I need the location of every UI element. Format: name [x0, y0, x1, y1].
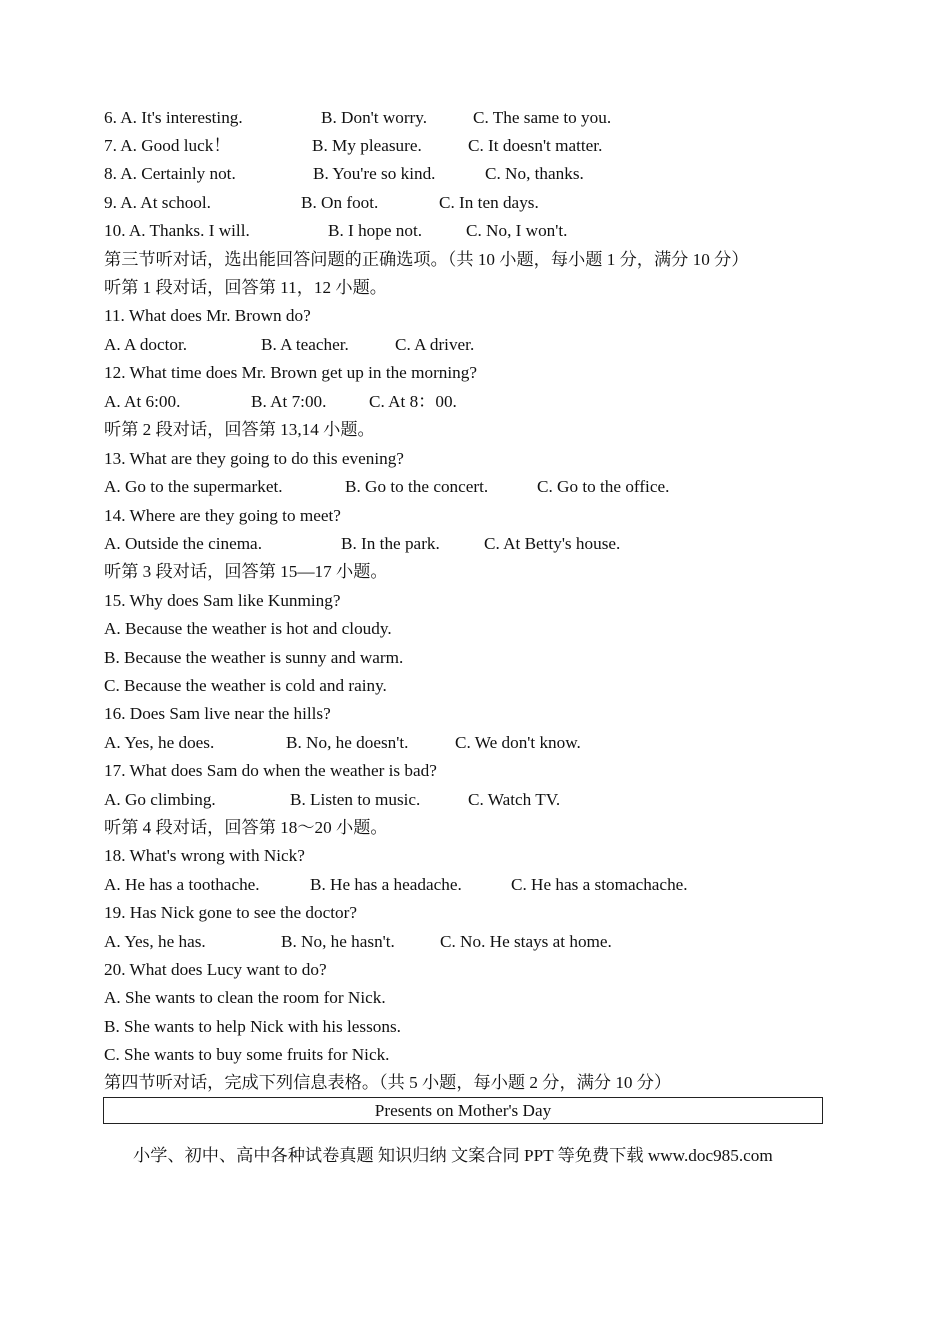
question-15-option-b: B. Because the weather is sunny and warm. [104, 648, 404, 667]
question-13-option-b: B. Go to the concert. [345, 477, 489, 496]
question-14-option-a: A. Outside the cinema. [104, 534, 262, 553]
question-15-option-c: C. Because the weather is cold and rainy. [104, 676, 387, 695]
question-20-option-b: B. She wants to help Nick with his lessons. [104, 1017, 401, 1036]
question-8-option-b: B. You're so kind. [313, 164, 436, 183]
question-14-text: 14. Where are they going to meet? [104, 506, 341, 525]
question-11-text: 11. What does Mr. Brown do? [104, 306, 311, 325]
dialog-3-instructions: 听第 3 段对话，回答第 15—17 小题。 [104, 562, 388, 581]
question-6-option-b: B. Don't worry. [321, 108, 428, 127]
question-19-option-b: B. No, he hasn't. [281, 932, 395, 951]
question-18-option-c: C. He has a stomachache. [511, 875, 688, 894]
section-4-instructions: 第四节听对话，完成下列信息表格。（共 5 小题，每小题 2 分，满分 10 分） [104, 1073, 672, 1092]
question-16-option-c: C. We don't know. [455, 733, 581, 752]
question-8-option-c: C. No, thanks. [485, 164, 584, 183]
question-10-option-a: 10. A. Thanks. I will. [104, 221, 250, 240]
question-17-option-a: A. Go climbing. [104, 790, 216, 809]
question-7-option-c: C. It doesn't matter. [468, 136, 603, 155]
question-13-text: 13. What are they going to do this evening? [104, 449, 404, 468]
question-13-option-a: A. Go to the supermarket. [104, 477, 283, 496]
question-19-option-c: C. No. He stays at home. [440, 932, 612, 951]
question-19-option-a: A. Yes, he has. [104, 932, 206, 951]
question-9-option-c: C. In ten days. [439, 193, 539, 212]
question-7-option-a: 7. A. Good luck！ [104, 136, 231, 155]
question-14-option-c: C. At Betty's house. [484, 534, 621, 553]
question-12-option-c: C. At 8：00. [369, 392, 457, 411]
question-19-text: 19. Has Nick gone to see the doctor? [104, 903, 357, 922]
question-15-option-a: A. Because the weather is hot and cloudy. [104, 619, 392, 638]
question-9-option-a: 9. A. At school. [104, 193, 211, 212]
question-18-text: 18. What's wrong with Nick? [104, 846, 305, 865]
presents-table-title: Presents on Mother's Day [374, 1101, 552, 1120]
question-10-option-b: B. I hope not. [328, 221, 423, 240]
question-15-text: 15. Why does Sam like Kunming? [104, 591, 341, 610]
question-10-option-c: C. No, I won't. [466, 221, 568, 240]
question-8-option-a: 8. A. Certainly not. [104, 164, 236, 183]
question-16-text: 16. Does Sam live near the hills? [104, 704, 331, 723]
section-3-instructions: 第三节听对话，选出能回答问题的正确选项。（共 10 小题，每小题 1 分，满分 10 分） [104, 250, 749, 269]
question-16-option-a: A. Yes, he does. [104, 733, 215, 752]
question-16-option-b: B. No, he doesn't. [286, 733, 409, 752]
dialog-1-instructions: 听第 1 段对话，回答第 11，12 小题。 [104, 278, 387, 297]
footer-note: 小学、初中、高中各种试卷真题 知识归纳 文案合同 PPT 等免费下载 www.doc985.com [133, 1146, 773, 1165]
question-13-option-c: C. Go to the office. [537, 477, 670, 496]
question-12-text: 12. What time does Mr. Brown get up in the morning? [104, 363, 477, 382]
question-18-option-b: B. He has a headache. [310, 875, 462, 894]
question-6-option-c: C. The same to you. [473, 108, 612, 127]
question-17-text: 17. What does Sam do when the weather is bad? [104, 761, 437, 780]
question-20-option-a: A. She wants to clean the room for Nick. [104, 988, 386, 1007]
dialog-4-instructions: 听第 4 段对话，回答第 18～20 小题。 [104, 818, 388, 837]
question-18-option-a: A. He has a toothache. [104, 875, 260, 894]
presents-table-header [103, 1097, 823, 1124]
question-17-option-b: B. Listen to music. [290, 790, 421, 809]
question-14-option-b: B. In the park. [341, 534, 440, 553]
question-20-text: 20. What does Lucy want to do? [104, 960, 327, 979]
question-11-option-a: A. A doctor. [104, 335, 188, 354]
question-11-option-b: B. A teacher. [261, 335, 349, 354]
question-6-option-a: 6. A. It's interesting. [104, 108, 243, 127]
question-17-option-c: C. Watch TV. [468, 790, 561, 809]
question-9-option-b: B. On foot. [301, 193, 379, 212]
question-20-option-c: C. She wants to buy some fruits for Nick. [104, 1045, 390, 1064]
question-12-option-b: B. At 7:00. [251, 392, 327, 411]
dialog-2-instructions: 听第 2 段对话，回答第 13,14 小题。 [104, 420, 375, 439]
question-11-option-c: C. A driver. [395, 335, 475, 354]
question-7-option-b: B. My pleasure. [312, 136, 422, 155]
question-12-option-a: A. At 6:00. [104, 392, 181, 411]
